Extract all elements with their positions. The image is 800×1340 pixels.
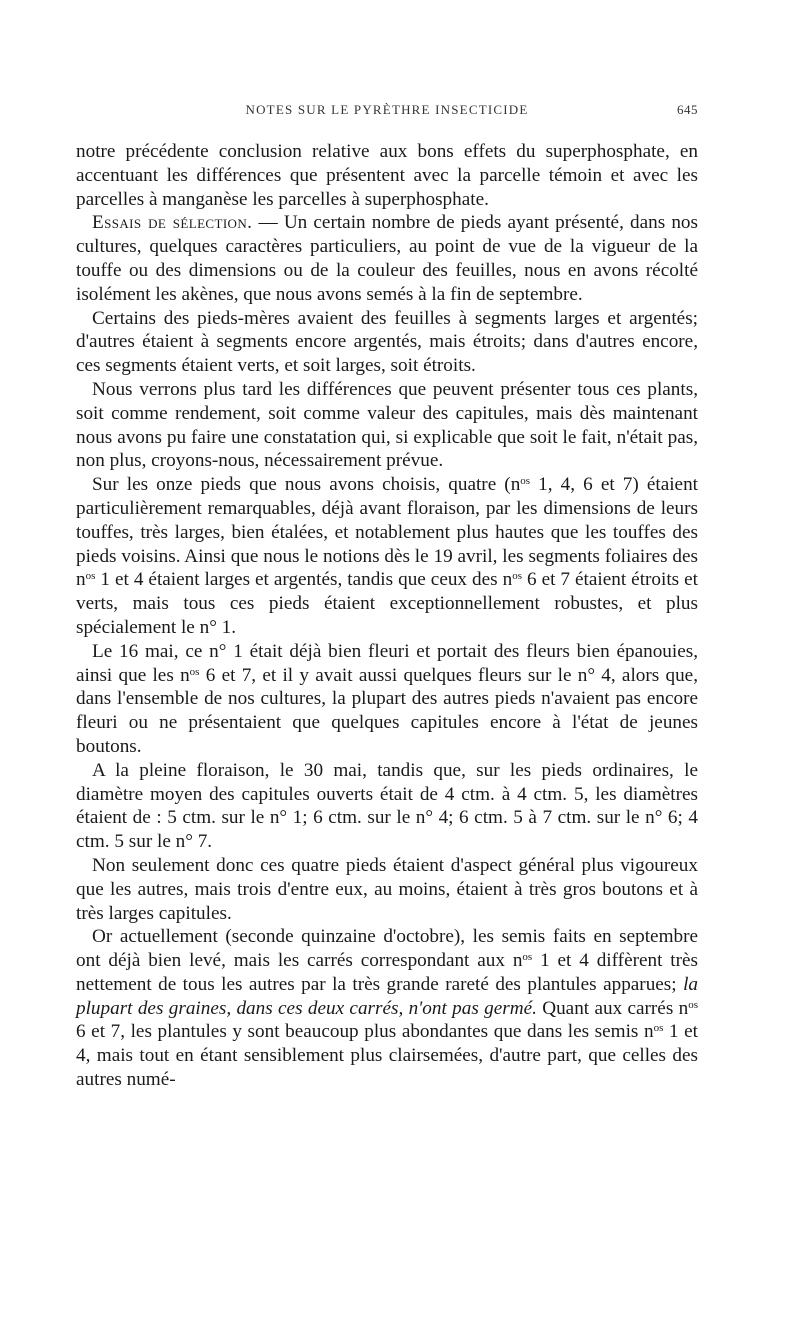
paragraph: [76, 307, 698, 378]
body-text: [76, 140, 698, 1092]
paragraph: [76, 925, 698, 1092]
paragraph: [76, 640, 698, 759]
superscript: os: [522, 951, 533, 964]
text-run: 1 et 4 diffèrent très nettement de tous les autres par la très grande rareté des plantules apparues;: [76, 950, 698, 995]
text-run: 6 et 7, les plantules y sont beaucoup plus abondantes que dans les semis n: [76, 1021, 654, 1043]
text-run: — Un certain nombre de pieds ayant présenté, dans nos cultures, quelques caractères particuliers, au point de vue de la vigueur de la touffe ou des dimensions ou de la couleur des feuilles, nous en avons récolté isolément les akènes, que nous avons semés à la fin de septembre.: [76, 212, 698, 305]
paragraph: [76, 211, 698, 306]
superscript: os: [512, 570, 522, 583]
text-run: 1 et 4, mais tout en étant sensiblement plus clairsemées, d'autre part, que celles des autres numé-: [76, 1021, 698, 1091]
paragraph: [76, 378, 698, 473]
page-number: 645: [677, 102, 698, 117]
text-run: notre précédente conclusion relative aux bons effets du superphosphate, en accentuant les différences que présentent avec la parcelle témoin et avec les parcelles à manganèse les parcelles à superphosphate.: [76, 141, 698, 210]
superscript: os: [520, 475, 531, 488]
text-run: Le 16 mai, ce n° 1 était déjà bien fleuri et portait des fleurs bien épanouies, ainsi que les n: [76, 640, 698, 686]
superscript: os: [688, 998, 699, 1011]
text-run: 1 et 4 étaient larges et argentés, tandis que ceux des n: [95, 569, 513, 591]
text-run: A la pleine floraison, le 30 mai, tandis que, sur les pieds ordinaires, le diamètre moyen des capitules ouverts était de 4 ctm. à 4 ctm. 5, les diamètres étaient de : 5 ctm. sur le n° 1; 6 ctm. sur le n° 4; 6 ctm. 5 à 7 ctm. sur le n° 6; 4 ctm. 5 sur le n° 7.: [76, 759, 698, 853]
superscript: os: [85, 570, 96, 583]
text-run: 6 et 7 étaient étroits et verts, mais tous ces pieds étaient exceptionnellement robustes, et plus spécialement le n° 1.: [76, 569, 698, 638]
italic-text: la plupart des graines, dans ces deux carrés, n'ont pas germé.: [76, 973, 698, 1019]
text-run: Or actuellement (seconde quinzaine d'octobre), les semis faits en septembre ont déjà bien levé, mais les carrés correspondant aux n: [76, 926, 698, 972]
paragraph: [76, 854, 698, 925]
paragraph: [76, 140, 698, 211]
section-heading: Essais de sélection.: [92, 212, 253, 234]
text-run: Quant aux carrés n: [536, 997, 689, 1019]
text-run: 1, 4, 6 et 7) étaient particulièrement remarquables, déjà avant floraison, par les dimensions de leurs touffes, très larges, bien étalées, et notablement plus hautes que les touffes des pieds voisins. Ainsi que nous le notions dès le 19 avril, les segments foliaires des n: [76, 474, 698, 591]
book-page: [76, 98, 698, 1092]
paragraph: [76, 473, 698, 640]
superscript: os: [653, 1022, 664, 1035]
text-run: Sur les onze pieds que nous avons choisis, quatre (n: [92, 474, 521, 496]
text-run: Nous verrons plus tard les différences que peuvent présenter tous ces plants, soit comme rendement, soit comme valeur des capitules, mais dès maintenant nous avons pu faire une constatation qui, si explicable que soit le fait, n'était pas, non plus, croyons-nous, nécessairement prévue.: [76, 378, 698, 472]
text-run: Non seulement donc ces quatre pieds étaient d'aspect général plus vigoureux que les autres, mais trois d'entre eux, au moins, étaient à très gros boutons et à très larges capitules.: [76, 854, 698, 924]
text-run: Certains des pieds-mères avaient des feuilles à segments larges et argentés; d'autres étaient à segments encore argentés, mais étroits; dans d'autres encore, ces segments étaient verts, et soit larges, soit étroits.: [76, 307, 698, 377]
running-head-title: NOTES SUR LE PYRÈTHRE INSECTICIDE: [245, 102, 529, 117]
text-run: 6 et 7, et il y avait aussi quelques fleurs sur le n° 4, alors que, dans l'ensemble de nos cultures, la plupart des autres pieds n'avaient pas encore fleuri ou ne présentaient que quelques capitules encore à l'état de jeunes boutons.: [76, 664, 698, 757]
paragraph: [76, 759, 698, 854]
running-head: [76, 98, 698, 120]
superscript: os: [189, 665, 200, 678]
